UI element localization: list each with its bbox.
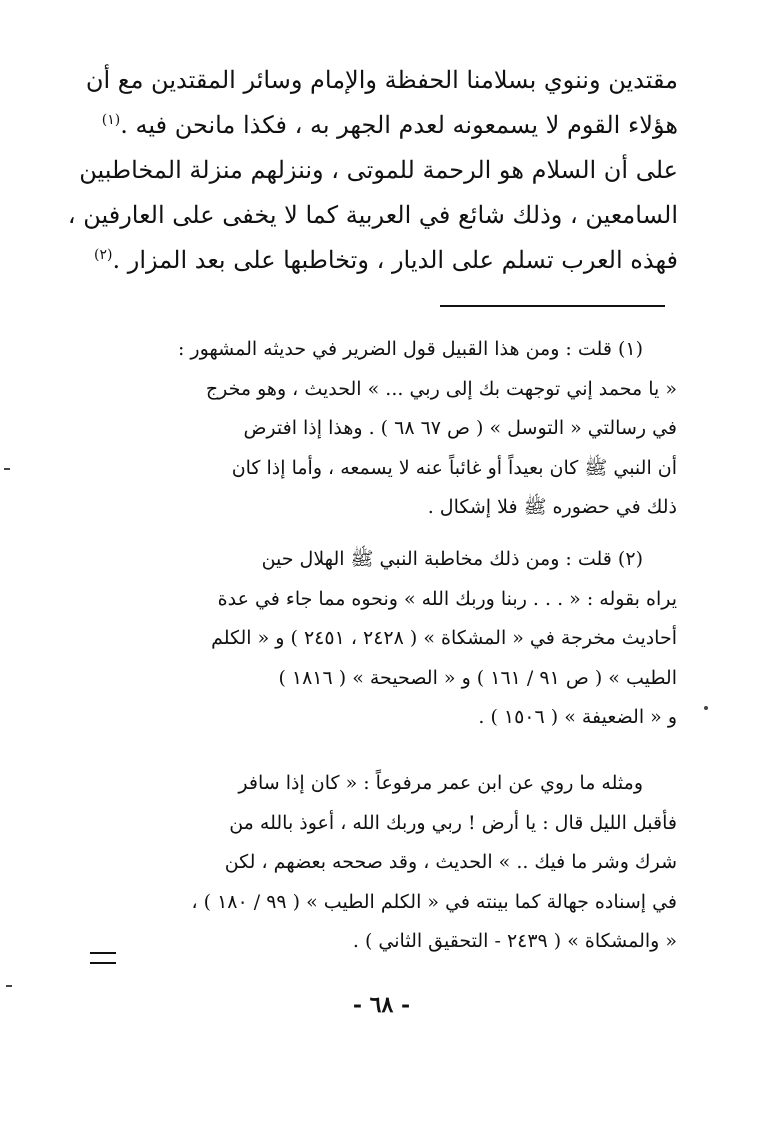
footnote-line: يراه بقوله : « . . . ربنا وربك الله » ونحوه مما جاء في عدة [217,587,677,610]
footnote-2-continuation [82,764,677,962]
footnote-line: أن النبي ﷺ كان بعيداً أو غائباً عنه لا يسمعه ، وأما إذا كان [231,456,677,479]
footnote-line: « والمشكاة » ( ٢٤٣٩ - التحقيق الثاني ) . [352,930,677,952]
footnote-line: في رسالتي « التوسل » ( ص ٦٧ ٦٨ ) . وهذا إذا افترض [243,417,677,439]
page-number: - ٦٨ - [352,992,411,1018]
footnote-1 [82,330,677,528]
footnote-ref-2: (٢) [94,247,113,263]
scan-speck [6,985,12,987]
main-text-line: مقتدين وننوي بسلامنا الحفظة والإمام وسائر المقتدين مع أن [85,66,678,94]
footnote-separator [440,305,665,307]
main-text-line: على أن السلام هو الرحمة للموتى ، وننزلهم منزلة المخاطبين [79,156,678,184]
main-text-line [78,103,678,148]
footnote-line: الطيب » ( ص ٩١ / ١٦١ ) و « الصحيحة » ( ١٨١٦ ) [278,666,677,689]
footnote-line: في إسناده جهالة كما بينته في « الكلم الطيب » ( ٩٩ / ١٨٠ ) ، [191,890,677,913]
footnote-ref-1: (١) [101,112,121,128]
main-text-line-content: فهذه العرب تسلم على الديار ، وتخاطبها على بعد المزار . [112,246,678,274]
footnote-line: شرك وشر ما فيك .. » الحديث ، وقد صححه بعضهم ، لكن [224,851,677,873]
footnote-2 [82,540,677,738]
footnote-line: (٢) قلت : ومن ذلك مخاطبة النبي ﷺ الهلال حين [261,548,643,570]
footnote-line: و « الضعيفة » ( ١٥٠٦ ) . [478,706,677,728]
footnote-line: ذلك في حضوره ﷺ فلا إشكال . [427,496,677,518]
main-text-line-content: هؤلاء القوم لا يسمعونه لعدم الجهر به ، فكذا مانحن فيه . [120,111,678,139]
footnote-line: ومثله ما روي عن ابن عمر مرفوعاً : « كان إذا سافر [238,772,643,794]
scan-speck [704,706,708,710]
scan-speck [4,468,10,470]
footnote-line: « يا محمد إني توجهت بك إلى ربي ... » الحديث ، وهو مخرج [205,377,677,400]
footnote-line: أحاديث مخرجة في « المشكاة » ( ٢٤٢٨ ، ٢٤٥١ ) و « الكلم [211,627,677,649]
footnote-line: فأقبل الليل قال : يا أرض ! ربي وربك الله ، أعوذ بالله من [229,811,677,834]
main-text-line [78,238,678,283]
main-text [67,58,678,283]
main-text-line: السامعين ، وذلك شائع في العربية كما لا يخفى على العارفين ، [67,201,678,229]
continuation-mark [90,952,116,964]
footnote-line: (١) قلت : ومن هذا القبيل قول الضرير في حديثه المشهور : [177,338,643,360]
